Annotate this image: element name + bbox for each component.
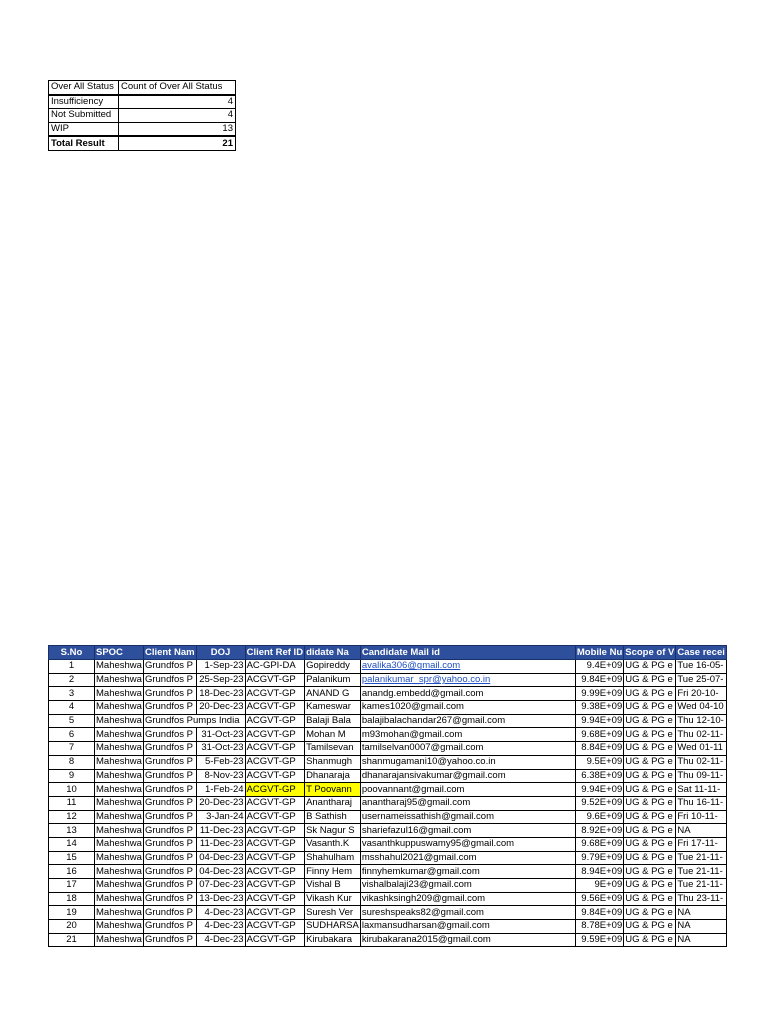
cell-scope-of-verification[interactable]: UG & PG e [624,851,676,865]
cell-candidate-name[interactable]: Shahulham [305,851,361,865]
cell-scope-of-verification[interactable]: UG & PG e [624,769,676,783]
pivot-label-cell[interactable]: Over All Status [49,81,119,95]
cell-sno[interactable]: 14 [49,837,95,851]
cell-case-received[interactable]: Tue 21-11- [676,879,727,893]
table-row [49,892,727,906]
cell-candidate-mail[interactable]: usernameissathish@gmail.com [360,810,575,824]
cell-spoc[interactable]: Maheshwa [96,838,142,850]
cell-sno[interactable]: 5 [49,714,95,728]
cell-doj[interactable]: 20-Dec-23 [196,796,245,810]
header-candidate-name[interactable]: didate Na [305,646,361,660]
cell-case-received[interactable]: Thu 16-11- [676,796,727,810]
cell-client-name[interactable]: Grundfos P [143,701,196,715]
cell-mobile-number[interactable]: 9.84E+09 [575,673,623,687]
cell-client-ref-id[interactable]: ACGVT-GP [245,865,304,879]
cell-doj[interactable]: 31-Oct-23 [196,728,245,742]
cell-sno[interactable]: 11 [49,796,95,810]
cell-mobile-number[interactable]: 9.94E+09 [575,714,623,728]
cell-candidate-name[interactable]: T Poovann [305,783,361,797]
cell-candidate-name[interactable]: Tamilsevan [305,742,361,756]
cell-candidate-name[interactable]: Balaji Bala [305,714,361,728]
cell-candidate-mail[interactable]: avalika306@gmail.com [360,660,575,674]
cell-client-ref-id[interactable]: ACGVT-GP [245,742,304,756]
cell-sno[interactable]: 2 [49,673,95,687]
cell-mobile-number[interactable]: 8.94E+09 [575,865,623,879]
cell-candidate-name[interactable]: Mohan M [305,728,361,742]
cell-case-received[interactable]: Sat 11-11- [676,783,727,797]
cell-sno[interactable]: 10 [49,783,95,797]
cell-sno[interactable]: 20 [49,920,95,934]
cell-client-name[interactable]: Grundfos P [143,892,196,906]
pivot-row [49,109,236,123]
cell-scope-of-verification[interactable]: UG & PG e [624,673,676,687]
cell-client-name[interactable]: Grundfos P [143,769,196,783]
cell-case-received[interactable]: Thu 23-11- [676,892,727,906]
pivot-count-cell[interactable]: 4 [119,109,236,123]
pivot-label-cell[interactable]: Total Result [49,136,119,150]
table-row [49,714,727,728]
cell-case-received[interactable]: Wed 01-11 [676,742,727,756]
cell-client-name[interactable]: Grundfos P [143,796,196,810]
cell-scope-of-verification[interactable]: UG & PG e [624,920,676,934]
cell-case-received[interactable]: Thu 02-11- [676,755,727,769]
cell-candidate-mail[interactable]: palanikumar_spr@yahoo.co.in [360,673,575,687]
cell-mobile-number[interactable]: 9.68E+09 [575,837,623,851]
cell-client-ref-id[interactable]: ACGVT-GP [245,879,304,893]
cell-spoc[interactable]: Maheshwa [96,660,142,672]
cell-client-ref-id[interactable]: ACGVT-GP [245,851,304,865]
cell-candidate-name[interactable]: Anantharaj [305,796,361,810]
cell-doj[interactable]: 04-Dec-23 [196,851,245,865]
cell-case-received[interactable]: Tue 21-11- [676,865,727,879]
table-row [49,796,727,810]
cell-doj[interactable]: 11-Dec-23 [196,837,245,851]
cell-doj[interactable]: 8-Nov-23 [196,769,245,783]
cell-sno[interactable]: 17 [49,879,95,893]
cell-candidate-mail[interactable]: tamilselvan0007@gmail.com [360,742,575,756]
cell-scope-of-verification[interactable]: UG & PG e [624,660,676,674]
cell-scope-of-verification[interactable]: UG & PG e [624,865,676,879]
table-row [49,865,727,879]
cell-client-name[interactable]: Grundfos P [143,865,196,879]
table-row [49,755,727,769]
table-row [49,837,727,851]
cell-client-ref-id[interactable]: ACGVT-GP [245,824,304,838]
cell-sno[interactable]: 7 [49,742,95,756]
cell-client-ref-id[interactable]: ACGVT-GP [245,783,304,797]
table-row [49,824,727,838]
pivot-row [49,95,236,109]
cell-spoc[interactable]: Maheshwa [96,934,142,946]
cell-scope-of-verification[interactable]: UG & PG e [624,879,676,893]
header-case-received[interactable]: Case recei [677,646,725,658]
header-client-name[interactable]: Client Nam [144,646,195,658]
cell-spoc[interactable]: Maheshwa [96,865,142,877]
cell-mobile-number[interactable]: 9.5E+09 [575,755,623,769]
cell-sno[interactable]: 13 [49,824,95,838]
cell-candidate-name[interactable]: Finny Hem [305,865,361,879]
cell-sno[interactable]: 1 [49,660,95,674]
cell-client-name[interactable]: Grundfos P [143,810,196,824]
cell-sno[interactable]: 4 [49,701,95,715]
cell-client-ref-id[interactable]: ACGVT-GP [245,701,304,715]
cell-scope-of-verification[interactable]: UG & PG e [624,892,676,906]
cell-spoc[interactable]: Maheshwa [96,728,142,740]
cell-spoc[interactable]: Maheshwa [96,715,142,727]
cell-candidate-name[interactable]: Vishal B [305,879,361,893]
cell-scope-of-verification[interactable]: UG & PG e [624,933,676,947]
cell-scope-of-verification[interactable]: UG & PG e [624,824,676,838]
cell-mobile-number[interactable]: 9.94E+09 [575,783,623,797]
header-sno[interactable]: S.No [49,646,95,660]
cell-candidate-mail[interactable]: laxmansudharsan@gmail.com [360,920,575,934]
cell-scope-of-verification[interactable]: UG & PG e [624,810,676,824]
cell-client-name[interactable]: Grundfos P [143,783,196,797]
cell-doj[interactable]: 1-Feb-24 [196,783,245,797]
cell-mobile-number[interactable]: 8.78E+09 [575,920,623,934]
cell-mobile-number[interactable]: 9.84E+09 [575,906,623,920]
cell-case-received[interactable]: Tue 16-05- [676,660,727,674]
cell-spoc[interactable]: Maheshwa [96,879,142,891]
table-row [49,920,727,934]
table-row [49,660,727,674]
cell-case-received[interactable]: NA [676,933,727,947]
cell-candidate-mail[interactable]: msshahul2021@gmail.com [360,851,575,865]
cell-doj[interactable]: 07-Dec-23 [196,879,245,893]
cell-candidate-mail[interactable]: shanmugamani10@yahoo.co.in [360,755,575,769]
cell-candidate-name[interactable]: Sk Nagur S [305,824,361,838]
cell-candidate-mail[interactable]: sureshspeaks82@gmail.com [360,906,575,920]
cell-client-name[interactable]: Grundfos P [143,824,196,838]
cell-spoc[interactable]: Maheshwa [96,769,142,781]
cell-sno[interactable]: 12 [49,810,95,824]
cell-candidate-mail[interactable]: anantharaj95@gmail.com [360,796,575,810]
cell-doj[interactable]: 5-Feb-23 [196,755,245,769]
cell-spoc[interactable]: Maheshwa [96,893,142,905]
cell-candidate-name[interactable]: SUDHARSA [306,920,359,932]
cell-client-name[interactable]: Grundfos P [143,920,196,934]
cell-client-name[interactable]: Grundfos P [143,906,196,920]
table-header-row [49,646,727,660]
cell-candidate-mail[interactable]: kames1020@gmail.com [360,701,575,715]
cell-candidate-name[interactable]: B Sathish [305,810,361,824]
cell-scope-of-verification[interactable]: UG & PG e [624,701,676,715]
cell-scope-of-verification[interactable]: UG & PG e [624,755,676,769]
cell-scope-of-verification[interactable]: UG & PG e [624,906,676,920]
cell-case-received[interactable]: NA [676,920,727,934]
cell-client-ref-id[interactable]: ACGVT-GP [245,755,304,769]
cell-client-ref-id[interactable]: ACGVT-GP [245,810,304,824]
cell-client-name[interactable]: Grundfos P [143,837,196,851]
header-candidate-mail[interactable]: Candidate Mail id [360,646,575,660]
cell-scope-of-verification[interactable]: UG & PG e [624,742,676,756]
cell-case-received[interactable]: NA [676,824,727,838]
cell-mobile-number[interactable]: 9.52E+09 [575,796,623,810]
cell-candidate-mail[interactable]: anandg.embedd@gmail.com [360,687,575,701]
cell-scope-of-verification[interactable]: UG & PG e [624,783,676,797]
cell-sno[interactable]: 21 [49,933,95,947]
cell-client-ref-id[interactable]: ACGVT-GP [245,673,304,687]
cell-client-ref-id[interactable]: ACGVT-GP [245,837,304,851]
pivot-count-cell[interactable]: 21 [119,136,236,150]
cell-sno[interactable]: 3 [49,687,95,701]
cell-sno[interactable]: 15 [49,851,95,865]
cell-spoc[interactable]: Maheshwa [96,797,142,809]
cell-spoc[interactable]: Maheshwa [96,920,142,932]
table-row [49,783,727,797]
cell-case-received[interactable]: NA [676,906,727,920]
table-row [49,879,727,893]
cell-spoc[interactable]: Maheshwa [96,810,142,822]
cell-spoc[interactable]: Maheshwa [96,701,142,713]
cell-mobile-number[interactable]: 9.4E+09 [575,660,623,674]
cell-mobile-number[interactable]: 9.38E+09 [575,701,623,715]
cell-doj[interactable]: 1-Sep-23 [196,660,245,674]
cell-scope-of-verification[interactable]: UG & PG e [624,728,676,742]
cell-sno[interactable]: 19 [49,906,95,920]
cell-doj[interactable]: 20-Dec-23 [196,701,245,715]
cell-case-received[interactable]: Wed 04-10 [676,701,727,715]
cell-client-ref-id[interactable]: ACGVT-GP [245,769,304,783]
cell-sno[interactable]: 6 [49,728,95,742]
cell-client-ref-id[interactable]: ACGVT-GP [245,920,304,934]
cell-doj[interactable]: 13-Dec-23 [196,892,245,906]
pivot-count-cell[interactable]: 13 [119,122,236,136]
cell-candidate-name[interactable]: Dhanaraja [305,769,361,783]
header-scope-of-verification[interactable]: Scope of V [625,646,675,658]
cell-client-ref-id[interactable]: ACGVT-GP [245,906,304,920]
pivot-row [49,122,236,136]
cell-client-name[interactable]: Grundfos P [143,660,196,674]
cell-client-name[interactable]: Grundfos P [143,879,196,893]
pivot-header-row [49,81,236,95]
cell-spoc[interactable]: Maheshwa [96,906,142,918]
cell-client-name[interactable]: Grundfos P [143,742,196,756]
table-row [49,906,727,920]
cell-case-received[interactable]: Thu 02-11- [676,728,727,742]
cell-client-name[interactable]: Grundfos Pumps India [143,714,245,728]
cell-client-ref-id[interactable]: ACGVT-GP [245,714,304,728]
cell-client-ref-id[interactable]: ACGVT-GP [245,933,304,947]
cell-doj[interactable]: 4-Dec-23 [196,906,245,920]
cell-spoc[interactable]: Maheshwa [96,756,142,768]
cell-client-name[interactable]: Grundfos P [143,851,196,865]
cell-doj[interactable]: 31-Oct-23 [196,742,245,756]
pivot-label-cell[interactable]: Insufficiency [49,95,119,109]
cell-doj[interactable]: 18-Dec-23 [196,687,245,701]
cell-candidate-mail[interactable]: shariefazul16@gmail.com [360,824,575,838]
cell-candidate-mail[interactable]: balajibalachandar267@gmail.com [360,714,575,728]
cell-candidate-name[interactable]: Gopireddy [305,660,361,674]
cell-doj[interactable]: 11-Dec-23 [196,824,245,838]
cell-client-name[interactable]: Grundfos P [143,728,196,742]
cell-sno[interactable]: 18 [49,892,95,906]
cell-client-name[interactable]: Grundfos P [143,933,196,947]
table-row [49,701,727,715]
cell-candidate-name[interactable]: Shanmugh [305,755,361,769]
cell-doj[interactable]: 3-Jan-24 [196,810,245,824]
cell-doj[interactable]: 4-Dec-23 [196,920,245,934]
table-row [49,728,727,742]
pivot-label-cell[interactable]: Not Submitted [49,109,119,123]
cell-scope-of-verification[interactable]: UG & PG e [624,687,676,701]
cell-case-received[interactable]: Tue 21-11- [676,851,727,865]
cell-doj[interactable]: 04-Dec-23 [196,865,245,879]
cell-client-ref-id[interactable]: ACGVT-GP [245,796,304,810]
cell-client-ref-id[interactable]: ACGVT-GP [245,687,304,701]
header-doj[interactable]: DOJ [196,646,245,660]
cell-spoc[interactable]: Maheshwa [96,742,142,754]
cell-mobile-number[interactable]: 9E+09 [575,879,623,893]
cell-client-name[interactable]: Grundfos P [143,673,196,687]
pivot-count-cell[interactable]: 4 [119,95,236,109]
cell-candidate-mail[interactable]: vikashksingh209@gmail.com [360,892,575,906]
table-row [49,933,727,947]
cell-mobile-number[interactable]: 9.59E+09 [575,933,623,947]
table-row [49,687,727,701]
cell-doj[interactable]: 25-Sep-23 [196,673,245,687]
cell-sno[interactable]: 8 [49,755,95,769]
cell-candidate-name[interactable]: Kirubakara [305,933,361,947]
pivot-count-cell[interactable]: Count of Over All Status [119,81,236,95]
cell-spoc[interactable]: Maheshwa [96,783,142,795]
cell-case-received[interactable]: Fri 10-11- [676,810,727,824]
cell-client-name[interactable]: Grundfos P [143,755,196,769]
cell-spoc[interactable]: Maheshwa [96,824,142,836]
cell-candidate-mail[interactable]: poovannant@gmail.com [360,783,575,797]
pivot-total-row [49,136,236,150]
cell-sno[interactable]: 16 [49,865,95,879]
cell-client-name[interactable]: Grundfos P [143,687,196,701]
header-mobile-number[interactable]: Mobile Nu [576,646,623,658]
header-spoc[interactable]: SPOC [95,646,144,660]
cell-candidate-mail[interactable]: m93mohan@gmail.com [360,728,575,742]
cell-client-ref-id[interactable]: ACGVT-GP [245,892,304,906]
cell-candidate-mail[interactable]: vasanthkuppuswamy95@gmail.com [360,837,575,851]
table-row [49,810,727,824]
cell-client-ref-id[interactable]: AC-GPI-DA [245,660,304,674]
cell-case-received[interactable]: Fri 17-11- [676,837,727,851]
cell-case-received[interactable]: Fri 20-10- [676,687,727,701]
table-row [49,673,727,687]
cell-candidate-mail[interactable]: vishalbalaji23@gmail.com [360,879,575,893]
cell-candidate-mail[interactable]: kirubakarana2015@gmail.com [360,933,575,947]
header-client-ref-id[interactable]: Client Ref ID [246,646,304,658]
cell-case-received[interactable]: Tue 25-07- [676,673,727,687]
table-row [49,851,727,865]
cell-doj[interactable]: 4-Dec-23 [196,933,245,947]
cell-candidate-name[interactable]: Suresh Ver [305,906,361,920]
cell-mobile-number[interactable]: 9.99E+09 [575,687,623,701]
cell-candidate-name[interactable]: Vikash Kur [305,892,361,906]
cell-sno[interactable]: 9 [49,769,95,783]
cell-mobile-number[interactable]: 9.68E+09 [575,728,623,742]
cell-candidate-name[interactable]: Kameswar [305,701,361,715]
pivot-label-cell[interactable]: WIP [49,122,119,136]
cell-mobile-number[interactable]: 9.56E+09 [575,892,623,906]
cell-scope-of-verification[interactable]: UG & PG e [624,714,676,728]
pivot-table [48,80,236,151]
cell-candidate-mail[interactable]: dhanarajansivakumar@gmail.com [360,769,575,783]
cell-client-ref-id[interactable]: ACGVT-GP [245,728,304,742]
cell-spoc[interactable]: Maheshwa [96,674,142,686]
cell-mobile-number[interactable]: 6.38E+09 [575,769,623,783]
cell-spoc[interactable]: Maheshwa [96,851,142,863]
cell-scope-of-verification[interactable]: UG & PG e [624,837,676,851]
table-row [49,769,727,783]
cell-scope-of-verification[interactable]: UG & PG e [624,796,676,810]
cell-candidate-name[interactable]: Vasanth.K [305,837,361,851]
cell-spoc[interactable]: Maheshwa [96,687,142,699]
cell-candidate-name[interactable]: Palanikum [305,673,361,687]
cell-mobile-number[interactable]: 9.79E+09 [575,851,623,865]
cell-mobile-number[interactable]: 8.92E+09 [575,824,623,838]
candidate-table [48,645,727,947]
cell-candidate-mail[interactable]: finnyhemkumar@gmail.com [360,865,575,879]
cell-case-received[interactable]: Thu 12-10- [676,714,727,728]
cell-mobile-number[interactable]: 9.6E+09 [575,810,623,824]
cell-case-received[interactable]: Thu 09-11- [676,769,727,783]
cell-mobile-number[interactable]: 8.84E+09 [575,742,623,756]
table-row [49,742,727,756]
cell-candidate-name[interactable]: ANAND G [305,687,361,701]
